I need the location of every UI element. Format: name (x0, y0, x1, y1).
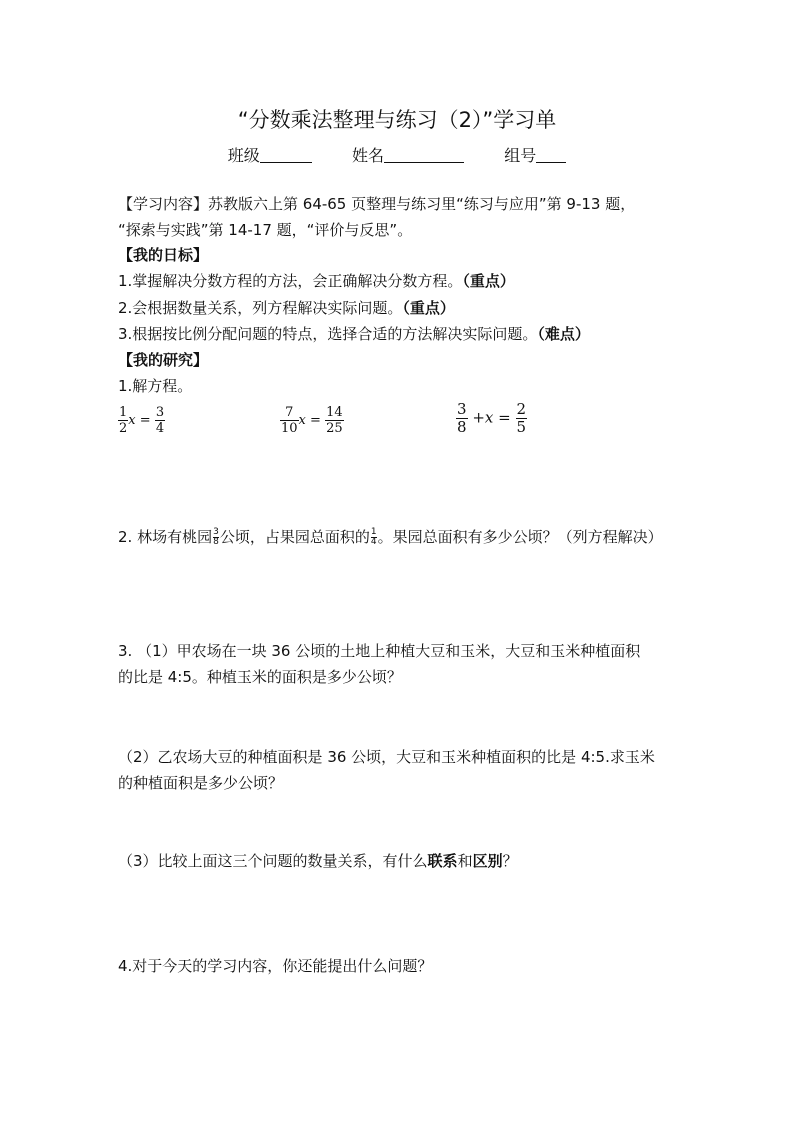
question-3b-line-1: （2）乙农场大豆的种植面积是 36 公顷，大豆和玉米种植面积的比是 4:5.求玉米 (118, 748, 655, 766)
content-line-2: “探索与实践”第 14-17 题，“评价与反思”。 (118, 221, 413, 239)
content-line-1: 【学习内容】苏教版六上第 64-65 页整理与练习里“练习与应用”第 9-13 题， (118, 195, 636, 213)
question-3a-line-2: 的比是 4:5。种植玉米的面积是多少公顷？ (118, 668, 402, 686)
goal-item-2: 2.会根据数量关系，列方程解决实际问题。（重点） (118, 299, 455, 317)
research-heading: 【我的研究】 (118, 351, 209, 369)
question-1: 1.解方程。 (118, 377, 193, 395)
group-field[interactable] (536, 148, 566, 163)
question-4: 4.对于今天的学习内容，你还能提出什么问题？ (118, 957, 433, 975)
equation-1: $\frac{1}{2}$ x = $\frac{3}{4}$ (119, 405, 165, 436)
class-label: 班级 (227, 146, 260, 165)
equation-2: $\frac{7}{10}$ x = $\frac{14}{25}$ (281, 405, 343, 436)
goals-heading: 【我的日标】 (118, 246, 209, 264)
name-field[interactable] (384, 148, 464, 163)
question-3c: （3）比较上面这三个问题的数量关系，有什么联系和区别？ (118, 852, 518, 870)
question-2: 2. 林场有桃园 $\frac{3}{8}$ 公顷，占果园总面积的 $\frac{1}{4}$ 。果园总面积有多少公顷？（列方程解决） (118, 527, 663, 547)
page-title: “分数乘法整理与练习（2）”学习单 (237, 108, 557, 132)
equation-3: $\frac{3}{8}$ +x = $\frac{2}{5}$ (457, 400, 527, 436)
student-info (0, 143, 794, 166)
goal-item-1: 1.掌握解决分数方程的方法，会正确解决分数方程。（重点） (118, 272, 515, 290)
class-field[interactable] (260, 148, 312, 163)
question-3b-line-2: 的种植面积是多少公顷？ (118, 774, 284, 792)
question-3a-line-1: 3. （1）甲农场在一块 36 公顷的土地上种植大豆和玉米，大豆和玉米种植面积 (118, 642, 641, 660)
group-label: 组号 (504, 146, 537, 165)
goal-item-3: 3.根据按比例分配问题的特点，选择合适的方法解决实际问题。（难点） (118, 325, 590, 343)
name-label: 姓名 (351, 146, 384, 165)
